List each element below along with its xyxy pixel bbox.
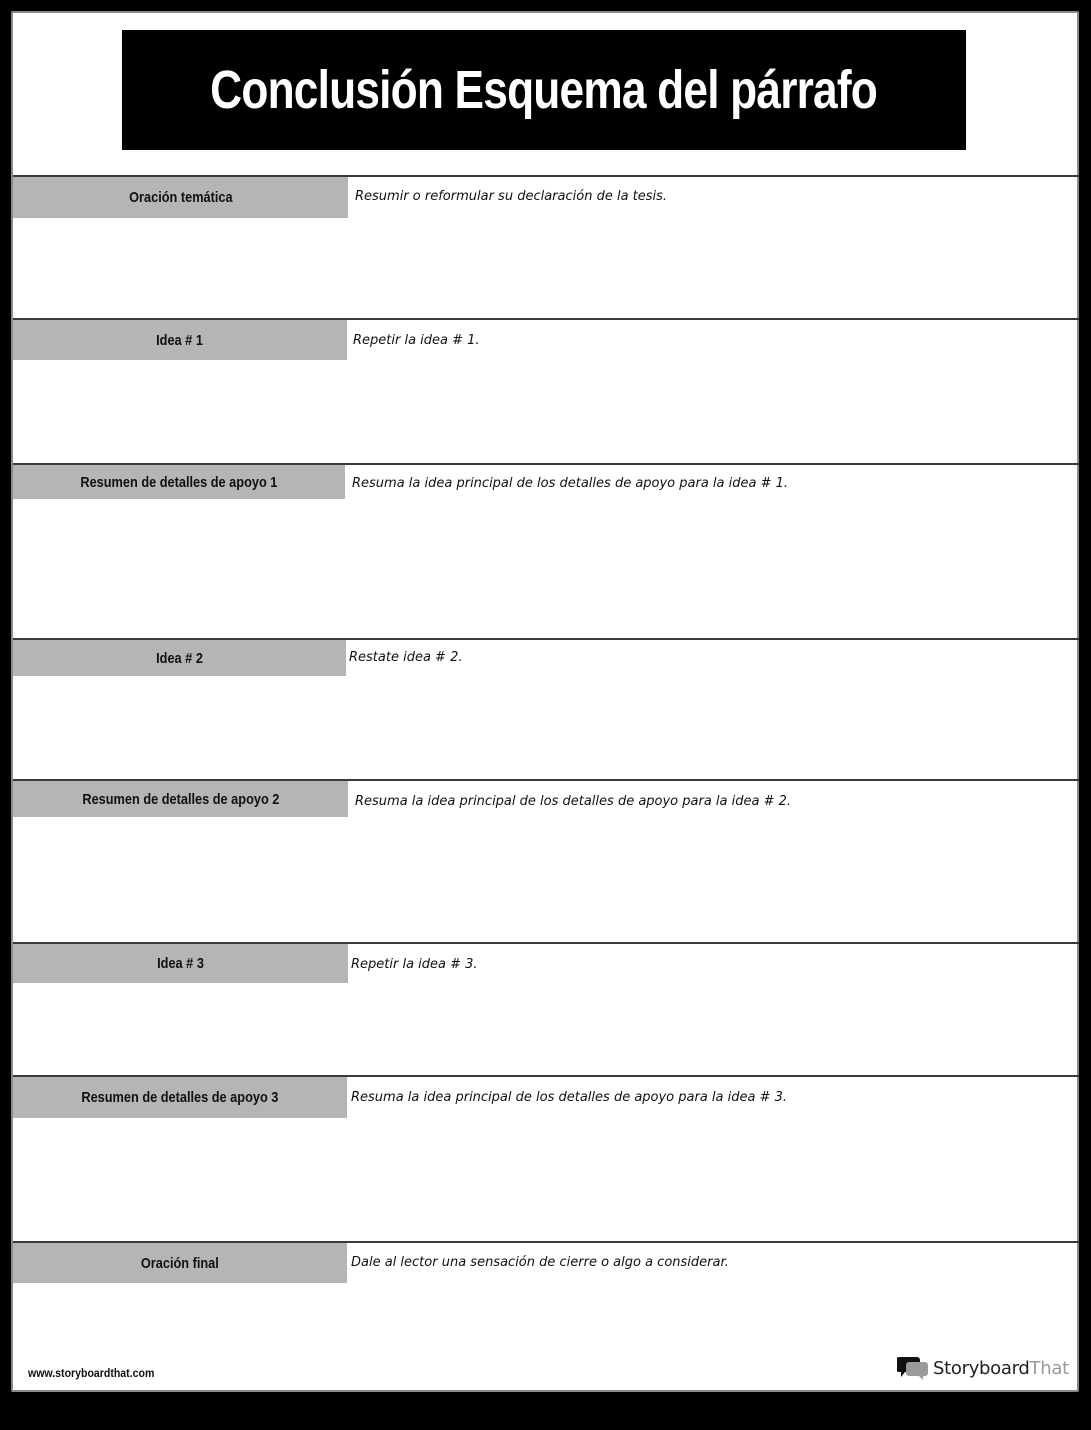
row-label-text: Oración final <box>141 1254 219 1272</box>
row-hint[interactable]: Resuma la idea principal de los detalles de apoyo para la idea # 3. <box>351 1090 788 1105</box>
footer-url: www.storyboardthat.com <box>28 1366 155 1380</box>
row-label-idea-1 <box>13 320 347 360</box>
logo-text <box>933 1358 1069 1379</box>
row-label-text: Resumen de detalles de apoyo 3 <box>81 1089 279 1106</box>
row-hint[interactable]: Dale al lector una sensación de cierre o algo a considerar. <box>351 1255 729 1270</box>
row-label-oracion-final <box>13 1243 347 1283</box>
row-label-idea-3 <box>13 944 348 983</box>
row-label-resumen-1 <box>13 465 345 499</box>
row-hint[interactable]: Resuma la idea principal de los detalles de apoyo para la idea # 2. <box>355 794 792 809</box>
row-label-resumen-3 <box>13 1077 347 1118</box>
page-title: Conclusión Esquema del párrafo <box>210 60 878 120</box>
worksheet-page <box>11 11 1079 1392</box>
title-banner <box>122 30 966 150</box>
row-hint[interactable]: Restate idea # 2. <box>349 650 463 665</box>
row-label-idea-2 <box>13 640 346 676</box>
row-hint[interactable]: Repetir la idea # 1. <box>353 333 480 348</box>
row-label-text: Idea # 1 <box>156 331 204 349</box>
speech-bubbles-icon <box>897 1355 929 1381</box>
row-label-oracion-tematica <box>13 177 348 218</box>
logo-text-accent: That <box>1029 1357 1069 1379</box>
storyboardthat-logo <box>897 1355 1069 1381</box>
row-hint[interactable]: Repetir la idea # 3. <box>351 957 478 972</box>
row-label-resumen-2 <box>13 781 348 817</box>
row-label-text: Oración temática <box>128 189 233 206</box>
row-label-text: Idea # 2 <box>156 649 203 667</box>
row-label-text: Resumen de detalles de apoyo 1 <box>80 473 278 491</box>
row-hint[interactable]: Resuma la idea principal de los detalles de apoyo para la idea # 1. <box>352 476 789 491</box>
row-label-text: Idea # 3 <box>157 955 204 972</box>
row-label-text: Resumen de detalles de apoyo 2 <box>82 790 279 808</box>
logo-text-main: Storyboard <box>933 1357 1030 1379</box>
row-hint[interactable]: Resumir o reformular su declaración de la tesis. <box>355 189 668 204</box>
